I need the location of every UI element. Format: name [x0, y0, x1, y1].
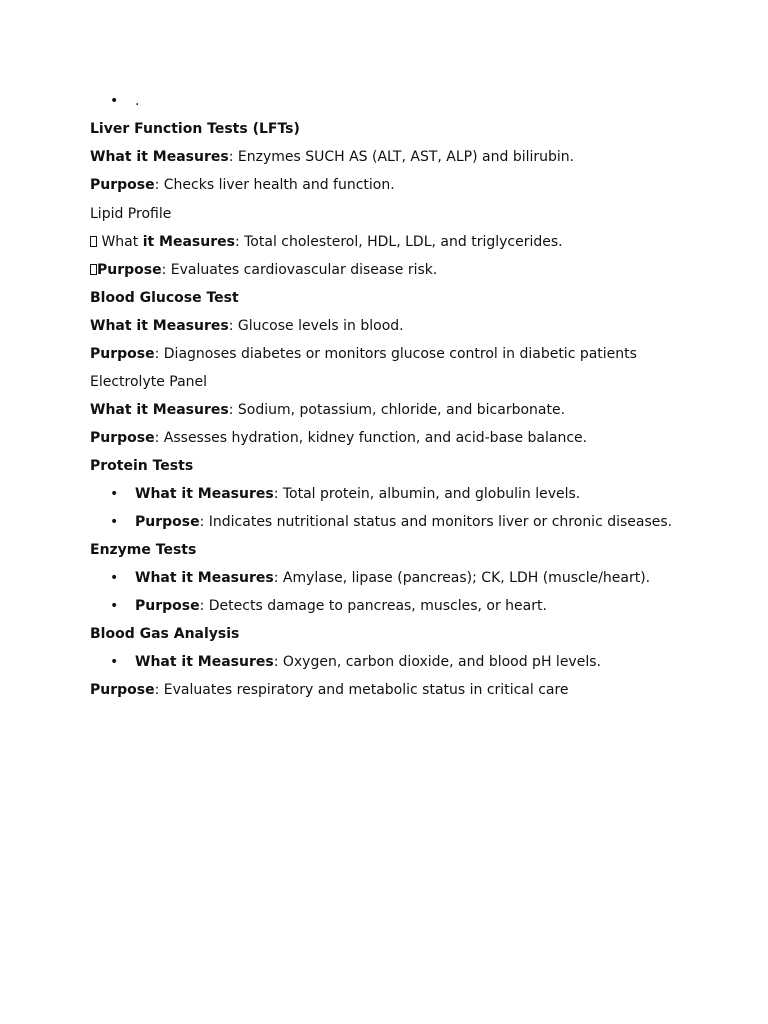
enzyme-heading: [90, 541, 196, 559]
lft-measures-label: What it Measures: [90, 149, 229, 165]
glucose-heading: [90, 289, 239, 307]
bullet-marker: •: [110, 570, 119, 586]
protein-purpose-text: : Indicates nutritional status and monitors liver or chronic diseases.: [199, 514, 673, 530]
bloodgas-measures-text: : Oxygen, carbon dioxide, and blood pH levels.: [273, 654, 601, 670]
lft-purpose-text: : Checks liver health and function.: [154, 177, 395, 193]
lipid-purpose: [90, 261, 437, 279]
empty-bullet-text: .: [135, 93, 140, 109]
protein-purpose: [135, 513, 672, 531]
enzyme-purpose: [135, 597, 547, 615]
enzyme-heading-text: Enzyme Tests: [90, 542, 197, 558]
glucose-heading-text: Blood Glucose Test: [90, 290, 239, 306]
lipid-purpose-label: Purpose: [97, 262, 162, 278]
glucose-measures-label: What it Measures: [90, 318, 229, 334]
lft-measures: [90, 148, 574, 166]
bullet-marker: •: [110, 93, 119, 109]
bullet-marker: •: [110, 654, 119, 670]
enzyme-purpose-label: Purpose: [135, 598, 200, 614]
glucose-purpose-label: Purpose: [90, 346, 155, 362]
lft-heading: [90, 120, 300, 138]
lft-purpose: [90, 176, 395, 194]
lipid-heading-text: Lipid Profile: [90, 206, 172, 222]
bullet-marker: •: [110, 486, 119, 502]
lipid-measures-prefix: What: [97, 234, 143, 250]
protein-measures: [135, 485, 580, 503]
bloodgas-heading-text: Blood Gas Analysis: [90, 626, 240, 642]
bloodgas-measures: [135, 653, 601, 671]
lipid-purpose-text: : Evaluates cardiovascular disease risk.: [161, 262, 438, 278]
lipid-measures-text: : Total cholesterol, HDL, LDL, and triglycerides.: [234, 234, 563, 250]
protein-measures-label: What it Measures: [135, 486, 274, 502]
electrolyte-heading-text: Electrolyte Panel: [90, 374, 208, 390]
electrolyte-measures-label: What it Measures: [90, 402, 229, 418]
glucose-measures: [90, 317, 404, 335]
missing-glyph-icon: [90, 264, 97, 275]
lft-measures-text: : Enzymes SUCH AS (ALT, AST, ALP) and bilirubin.: [228, 149, 575, 165]
enzyme-measures-text: : Amylase, lipase (pancreas); CK, LDH (muscle/heart).: [273, 570, 651, 586]
lipid-measures: [90, 233, 563, 251]
lft-purpose-label: Purpose: [90, 177, 155, 193]
lipid-heading: [90, 205, 171, 223]
electrolyte-purpose-label: Purpose: [90, 430, 155, 446]
electrolyte-purpose: [90, 429, 587, 447]
bloodgas-measures-label: What it Measures: [135, 654, 274, 670]
electrolyte-measures-text: : Sodium, potassium, chloride, and bicarbonate.: [228, 402, 566, 418]
glucose-purpose-text: : Diagnoses diabetes or monitors glucose control in diabetic patients: [154, 346, 637, 362]
lipid-measures-label: it Measures: [142, 234, 235, 250]
bloodgas-purpose-label: Purpose: [90, 682, 155, 698]
missing-glyph-icon: [90, 236, 97, 247]
bloodgas-purpose-text: : Evaluates respiratory and metabolic status in critical care: [154, 682, 569, 698]
bloodgas-heading: [90, 625, 239, 643]
protein-measures-text: : Total protein, albumin, and globulin levels.: [273, 486, 581, 502]
enzyme-purpose-text: : Detects damage to pancreas, muscles, or heart.: [199, 598, 547, 614]
enzyme-measures-label: What it Measures: [135, 570, 274, 586]
electrolyte-measures: [90, 401, 565, 419]
protein-heading: [90, 457, 193, 475]
bloodgas-purpose: [90, 681, 569, 699]
glucose-purpose: [90, 345, 637, 363]
bullet-marker: •: [110, 598, 119, 614]
electrolyte-heading: [90, 373, 207, 391]
glucose-measures-text: : Glucose levels in blood.: [228, 318, 404, 334]
protein-purpose-label: Purpose: [135, 514, 200, 530]
electrolyte-purpose-text: : Assesses hydration, kidney function, and acid-base balance.: [154, 430, 588, 446]
bullet-marker: •: [110, 514, 119, 530]
enzyme-measures: [135, 569, 650, 587]
lft-heading-text: Liver Function Tests (LFTs): [90, 121, 300, 137]
protein-heading-text: Protein Tests: [90, 458, 194, 474]
